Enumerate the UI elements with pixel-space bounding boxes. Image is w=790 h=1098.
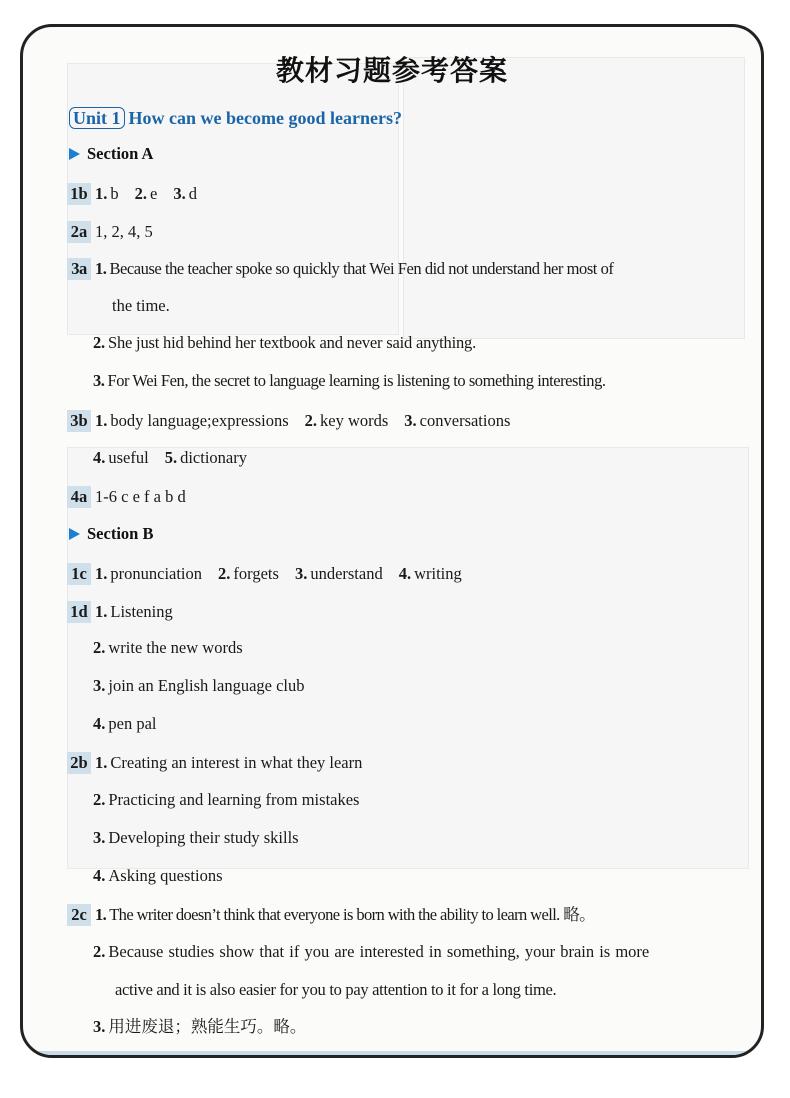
section-b-heading — [69, 524, 153, 544]
item-number: 2. — [93, 790, 106, 809]
answer-text: e — [150, 184, 158, 203]
item-number: 4. — [398, 564, 412, 583]
answer-text: b — [110, 184, 119, 203]
item-number: 3. — [173, 184, 186, 203]
triangle-bullet-icon — [69, 528, 80, 540]
item-number: 2. — [93, 333, 105, 352]
answer-text: write the new words — [108, 638, 243, 657]
item-number: 1. — [95, 411, 108, 430]
exercise-2c-item-3 — [93, 1016, 306, 1038]
exercise-tag: 4a — [67, 486, 91, 508]
exercise-3a-item-2 — [93, 332, 476, 354]
item-number: 4. — [93, 448, 106, 467]
answer-text: 1, 2, 4, 5 — [95, 222, 153, 241]
answer-text: Listening — [110, 602, 173, 621]
item-number: 2. — [93, 638, 106, 657]
answer-text: key words — [320, 411, 389, 430]
answer-text: active and it is also easier for you to pay attention to it for a long time. — [115, 980, 557, 999]
unit-question: How can we become good learners? — [128, 108, 402, 128]
answer-text: 用进废退；熟能生巧。略。 — [108, 1017, 307, 1036]
item-number: 1. — [95, 564, 108, 583]
exercise-tag: 2a — [67, 221, 91, 243]
answer-text: 1-6 c e f a b d — [95, 487, 186, 506]
item-number: 1. — [95, 905, 107, 924]
answer-text: d — [188, 184, 197, 203]
exercise-tag: 1d — [67, 601, 91, 623]
exercise-2b-item-2 — [93, 789, 359, 811]
exercise-3a-item-1-continued — [112, 295, 170, 317]
page-title: 教材习题参考答案 — [275, 54, 508, 87]
item-number: 3. — [404, 411, 417, 430]
bleed-through-panel — [403, 57, 745, 339]
exercise-3b-line-2 — [93, 447, 247, 469]
item-number: 3. — [93, 371, 105, 390]
unit-badge: Unit 1 — [69, 107, 125, 129]
answer-text: forgets — [233, 564, 279, 583]
item-number: 1. — [95, 259, 107, 278]
exercise-1c — [67, 563, 462, 585]
answer-text: Asking questions — [108, 866, 223, 885]
exercise-3a-item-1 — [67, 258, 613, 280]
exercise-4a — [67, 486, 186, 508]
exercise-3b-line-1 — [67, 410, 510, 432]
exercise-1d-item-1 — [67, 601, 173, 623]
exercise-3a-item-3 — [93, 370, 606, 392]
item-number: 3. — [93, 676, 106, 695]
section-b-label: Section B — [87, 524, 154, 543]
exercise-2c-item-1 — [67, 904, 595, 926]
bottom-tint-strip — [23, 1051, 761, 1055]
item-number: 1. — [95, 602, 108, 621]
item-number: 4. — [93, 714, 106, 733]
exercise-tag: 1c — [67, 563, 91, 585]
answer-text: conversations — [419, 411, 511, 430]
answer-text: Creating an interest in what they learn — [110, 753, 363, 772]
answer-text: the time. — [112, 296, 170, 315]
answer-text: Because the teacher spoke so quickly that Wei Fen did not understand her most of — [109, 259, 614, 278]
item-number: 2. — [134, 184, 147, 203]
answer-text: pronunciation — [110, 564, 203, 583]
answer-text: She just hid behind her textbook and never said anything. — [107, 333, 477, 352]
exercise-2c-item-2-continued — [115, 979, 556, 1001]
item-number: 3. — [93, 828, 106, 847]
exercise-1d-item-3 — [93, 675, 305, 697]
answer-text: The writer doesn’t think that everyone is born with the ability to learn well. 略。 — [109, 905, 596, 924]
item-number: 1. — [95, 184, 108, 203]
item-number: 3. — [93, 1017, 106, 1036]
exercise-tag: 2b — [67, 752, 91, 774]
exercise-1d-item-4 — [93, 713, 156, 735]
item-number: 2. — [304, 411, 318, 430]
exercise-1d-item-2 — [93, 637, 243, 659]
exercise-1b — [67, 183, 197, 205]
answer-text: useful — [108, 448, 149, 467]
item-number: 1. — [95, 753, 108, 772]
unit-heading — [69, 107, 402, 129]
answer-text: body language;expressions — [110, 411, 289, 430]
item-number: 3. — [294, 564, 308, 583]
exercise-tag: 3a — [67, 258, 91, 280]
item-number: 2. — [93, 942, 106, 961]
exercise-2c-item-2 — [93, 941, 649, 963]
answer-text: pen pal — [108, 714, 157, 733]
answer-text: writing — [414, 564, 462, 583]
triangle-bullet-icon — [69, 148, 80, 160]
section-a-label: Section A — [87, 144, 154, 163]
answer-text: Because studies show that if you are interested in something, your brain is more — [108, 942, 650, 961]
answer-card-frame — [20, 24, 764, 1058]
exercise-2b-item-1 — [67, 752, 362, 774]
item-number: 4. — [93, 866, 106, 885]
answer-text: For Wei Fen, the secret to language learning is listening to something interesting. — [107, 371, 606, 390]
item-number: 2. — [218, 564, 231, 583]
answer-text: understand — [310, 564, 383, 583]
exercise-2b-item-3 — [93, 827, 299, 849]
exercise-2a — [67, 221, 153, 243]
section-a-heading — [69, 144, 153, 164]
answer-text: join an English language club — [108, 676, 305, 695]
answer-text: Practicing and learning from mistakes — [108, 790, 360, 809]
exercise-2b-item-4 — [93, 865, 223, 887]
exercise-tag: 2c — [67, 904, 91, 926]
item-number: 5. — [164, 448, 178, 467]
exercise-tag: 1b — [67, 183, 91, 205]
exercise-tag: 3b — [67, 410, 91, 432]
answer-text: dictionary — [180, 448, 247, 467]
answer-text: Developing their study skills — [108, 828, 299, 847]
